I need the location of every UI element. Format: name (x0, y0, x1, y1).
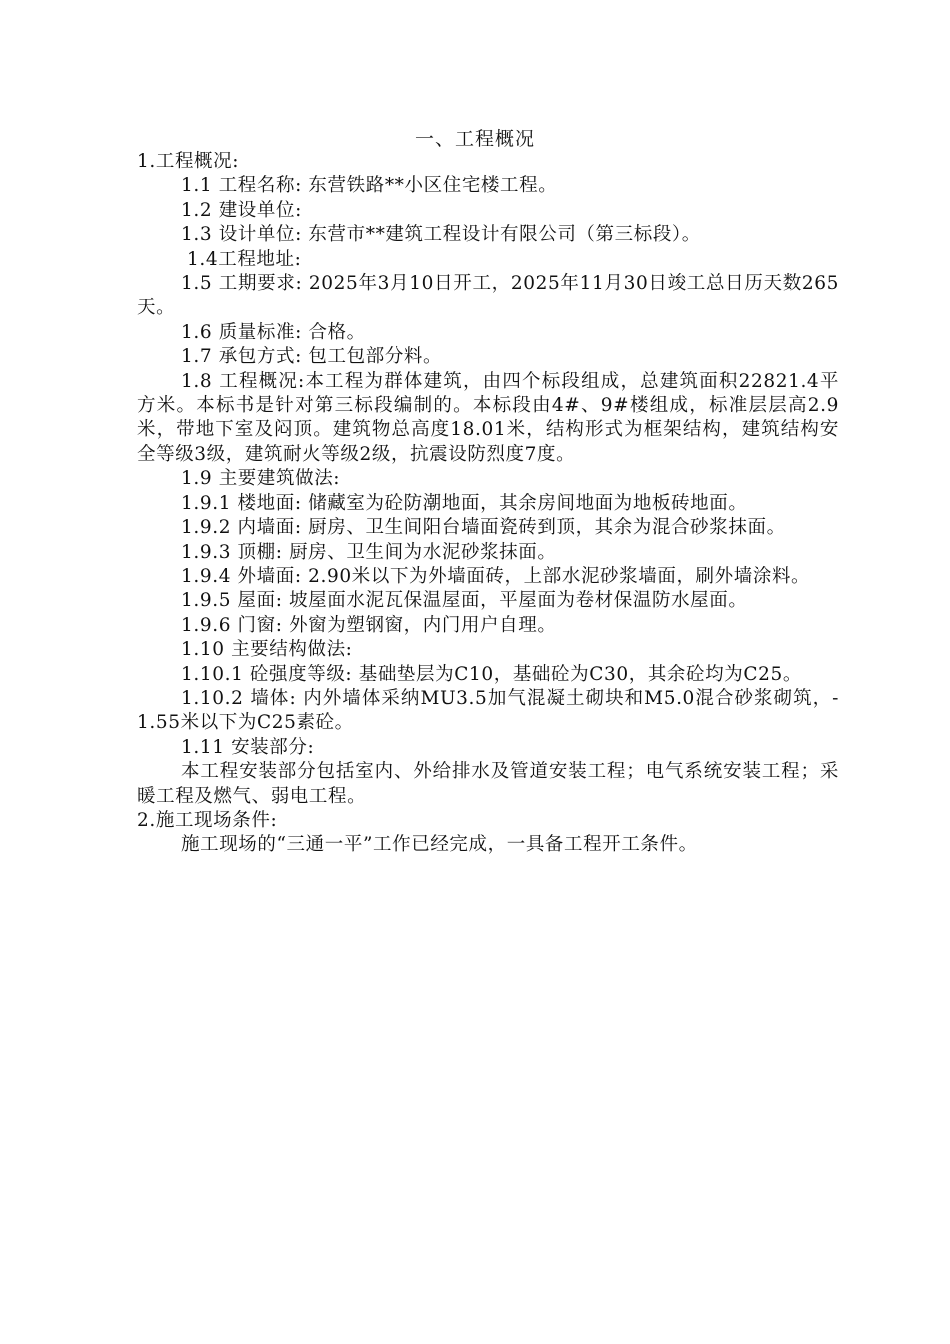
paragraph-project-address: 1.4工程地址: (187, 248, 302, 270)
section-heading-site-conditions: 2.施工现场条件: (137, 809, 278, 831)
paragraph-contract-method: 1.7 承包方式: 包工包部分料。 (181, 346, 443, 368)
paragraph-ceiling: 1.9.3 顶棚: 厨房、卫生间为水泥砂浆抹面。 (181, 541, 557, 563)
paragraph-floor: 1.9.1 楼地面: 储藏室为砼防潮地面，其余房间地面为地板砖地面。 (181, 492, 748, 514)
section-title: 一、工程概况 (414, 128, 535, 150)
paragraph-project-summary: 1.8 工程概况:本工程为群体建筑，由四个标段组成，总建筑面积22821.4平方米。本标书是针对第三标段编制的。本标段由4#、9#楼组成，标准层层高2.9米，带地下室及闷顶。建筑物总高度18.01米，结构形式为框架结构，建筑结构安全等级3级，建筑耐火等级2级，抗震设防烈度7度。 (137, 370, 839, 465)
paragraph-interior-wall: 1.9.2 内墙面: 厨房、卫生间阳台墙面瓷砖到顶，其余为混合砂浆抹面。 (181, 517, 786, 539)
document-body (137, 150, 839, 858)
paragraph-installation-heading: 1.11 安装部分: (181, 736, 315, 758)
paragraph-doors-windows: 1.9.6 门窗: 外窗为塑钢窗，内门用户自理。 (181, 614, 557, 636)
paragraph-roof: 1.9.5 屋面: 坡屋面水泥瓦保温屋面，平屋面为卷材保温防水屋面。 (181, 590, 748, 612)
paragraph-structure-methods: 1.10 主要结构做法: (181, 639, 353, 661)
paragraph-concrete-grade: 1.10.1 砼强度等级: 基础垫层为C10，基础砼为C30，其余砼均为C25。 (181, 663, 802, 685)
section-heading-project-overview: 1.工程概况: (137, 151, 240, 172)
paragraph-exterior-wall: 1.9.4 外墙面: 2.90米以下为外墙面砖，上部水泥砂浆墙面，刷外墙涂料。 (181, 565, 811, 587)
paragraph-quality-standard: 1.6 质量标准: 合格。 (181, 321, 366, 343)
paragraph-installation-details: 本工程安装部分包括室内、外给排水及管道安装工程；电气系统安装工程；采暖工程及燃气、弱电工程。 (137, 761, 839, 807)
paragraph-site-conditions: 施工现场的“三通一平”工作已经完成，一具备工程开工条件。 (181, 834, 698, 856)
paragraph-schedule: 1.5 工期要求: 2025年3月10日开工，2025年11月30日竣工总日历天数265天。 (137, 273, 839, 319)
paragraph-building-methods: 1.9 主要建筑做法: (181, 468, 341, 490)
paragraph-walls: 1.10.2 墙体: 内外墙体采纳MU3.5加气混凝土砌块和M5.0混合砂浆砌筑，-1.55米以下为C25素砼。 (137, 687, 839, 734)
paragraph-project-name: 1.1 工程名称: 东营铁路**小区住宅楼工程。 (181, 175, 558, 197)
paragraph-construction-unit: 1.2 建设单位: (181, 199, 302, 221)
paragraph-design-unit: 1.3 设计单位: 东营市**建筑工程设计有限公司（第三标段）。 (181, 224, 701, 246)
